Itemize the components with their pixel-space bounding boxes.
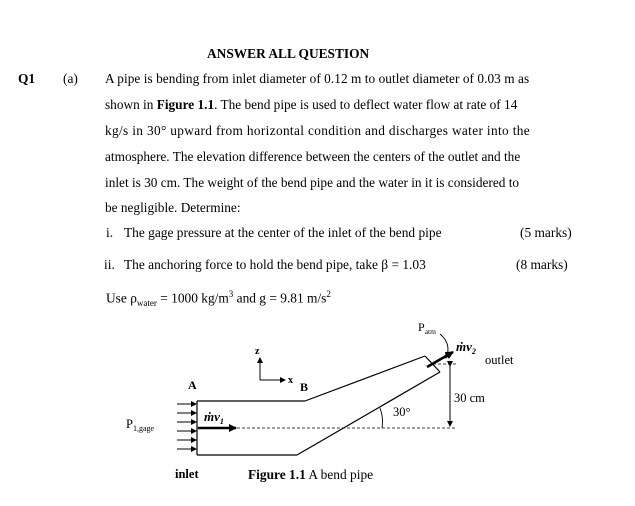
angle-label: 30° <box>393 405 411 419</box>
figure-caption-text: A bend pipe <box>305 467 374 482</box>
question-line-text: shown in <box>105 97 157 112</box>
subquestion-marks: (8 marks) <box>516 257 568 272</box>
z-axis-label: z <box>255 346 260 357</box>
inlet-momentum-label <box>204 409 224 426</box>
question-line: A pipe is bending from inlet diameter of 0.12 m to outlet diameter of 0.03 m as <box>105 71 530 86</box>
atm-pressure-label <box>418 320 436 336</box>
subquestion-text: The gage pressure at the center of the inlet of the bend pipe <box>124 225 442 240</box>
figure-caption-label: Figure 1.1 <box>248 467 306 482</box>
exponent: 2 <box>326 289 331 299</box>
question-part: (a) <box>63 71 78 86</box>
given-text: = 1000 kg/m <box>156 290 229 306</box>
outlet-momentum-label <box>456 339 476 356</box>
pipe-top-wall-bent <box>305 356 425 401</box>
given-text: and g = 9.81 m/s <box>233 290 327 306</box>
pipe-bottom-wall-bent <box>297 372 440 455</box>
height-label: 30 cm <box>454 391 485 405</box>
mdot1-symbol: ṁv <box>204 409 220 424</box>
mdot1-subscript: 1 <box>219 417 224 426</box>
inlet-label: inlet <box>175 467 199 481</box>
outlet-label: outlet <box>485 353 514 367</box>
question-number: Q1 <box>18 71 36 86</box>
question-line: kg/s in 30° upward from horizontal condition and discharges water into the <box>105 123 530 138</box>
p1-subscript: 1,gage <box>132 424 155 433</box>
question-line-text: . The bend pipe is used to deflect water flow at rate of 14 <box>214 97 518 112</box>
subquestion-label: i. <box>106 225 114 240</box>
inlet-pressure-arrows <box>177 404 196 449</box>
mdot2-subscript: 2 <box>471 347 476 356</box>
given-text: Use <box>106 290 131 306</box>
figure-caption <box>248 467 373 483</box>
inlet-pressure-label <box>126 417 155 433</box>
exponent: 3 <box>228 289 234 299</box>
x-axis-label: x <box>288 375 293 386</box>
figure-reference: Figure 1.1 <box>156 97 215 112</box>
question-line: inlet is 30 cm. The weight of the bend pipe and the water in it is considered to <box>105 175 520 190</box>
subquestion-marks: (5 marks) <box>520 225 572 240</box>
outlet-momentum-arrow <box>427 352 453 367</box>
rho-subscript: water <box>136 298 157 309</box>
point-a-label: A <box>188 378 197 392</box>
page-title: ANSWER ALL QUESTION <box>207 46 370 61</box>
rho-symbol: ρ <box>130 290 137 306</box>
patm-subscript: atm <box>424 327 436 336</box>
question-line: atmosphere. The elevation difference between the centers of the outlet and the <box>105 149 521 164</box>
subquestion-label: ii. <box>104 257 115 272</box>
mdot2-symbol: ṁv <box>456 339 472 354</box>
atm-pressure-pointer <box>440 334 448 358</box>
subquestion-text: The anchoring force to hold the bend pipe, take β = 1.03 <box>124 257 426 272</box>
patm-symbol: P <box>418 320 425 334</box>
point-b-label: B <box>300 380 309 394</box>
question-line: be negligible. Determine: <box>105 200 241 215</box>
angle-arc <box>380 408 382 428</box>
p1-symbol: P <box>126 417 133 431</box>
coordinate-axes <box>260 358 285 380</box>
